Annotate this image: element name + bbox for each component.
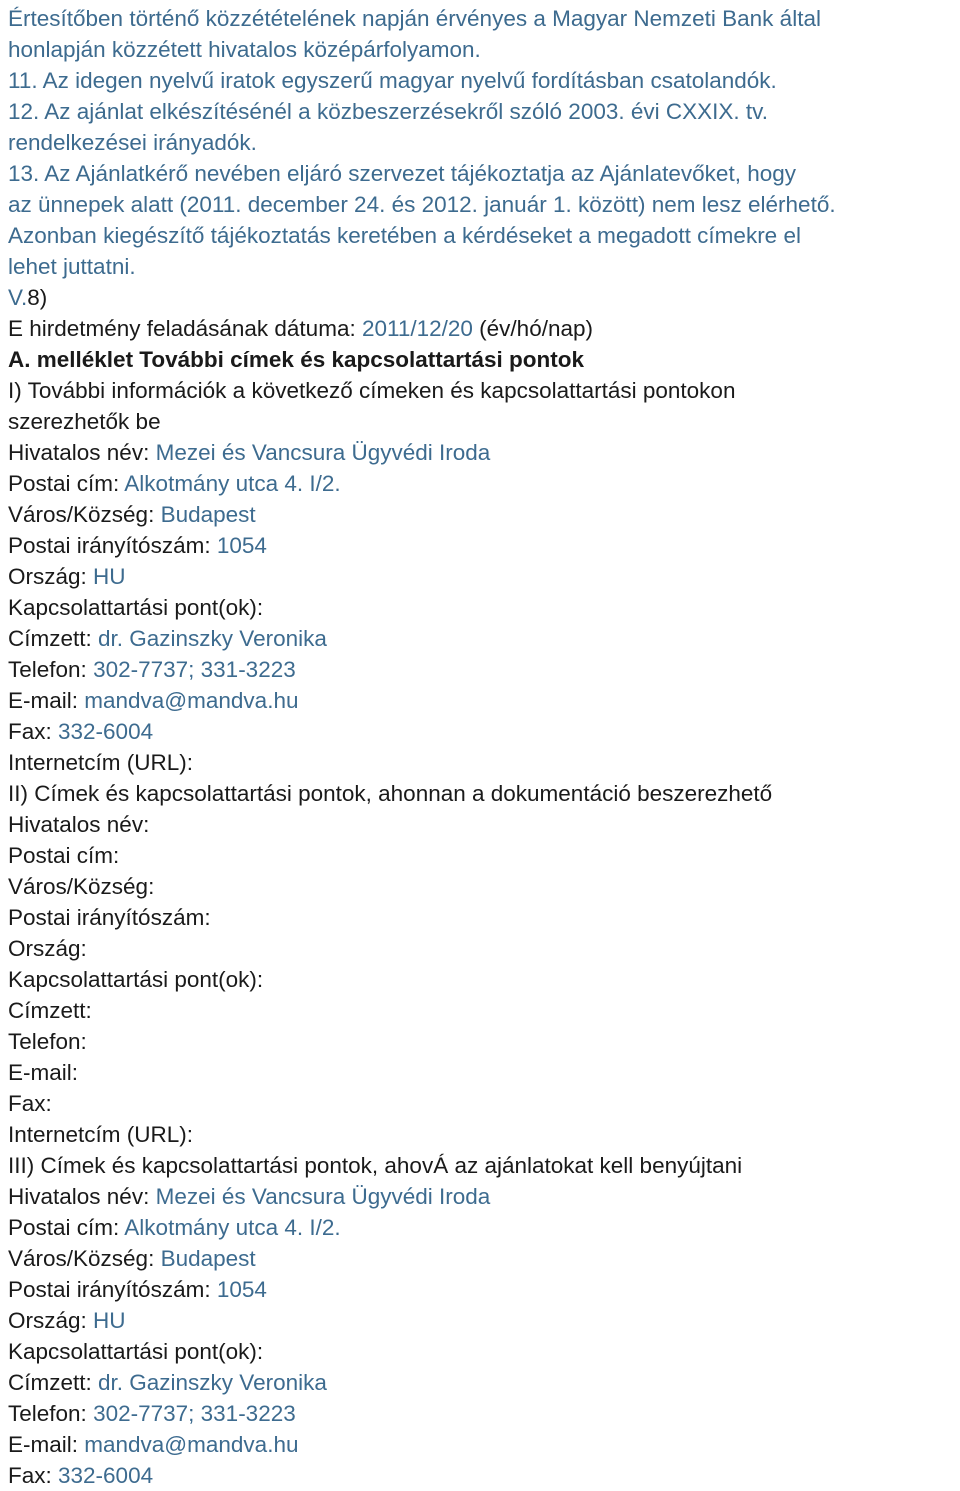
field-value: 332-6004	[58, 719, 154, 744]
section-v8-ref	[8, 282, 954, 313]
field-label: Hivatalos név:	[8, 1184, 156, 1209]
field-label: Város/Község:	[8, 874, 155, 899]
field-label: Hivatalos név:	[8, 440, 156, 465]
annex-title	[8, 344, 954, 375]
dispatch-date	[8, 313, 954, 344]
field-value: mandva@mandva.hu	[84, 688, 299, 713]
intro-line: 11. Az idegen nyelvű iratok egyszerű magyar nyelvű fordításban csatolandók.	[8, 68, 777, 93]
dispatch-date-format: (év/hó/nap)	[472, 316, 593, 341]
field-label: Internetcím (URL):	[8, 750, 194, 775]
field-row	[8, 530, 954, 561]
field-value: Budapest	[160, 502, 256, 527]
field-label: Ország:	[8, 936, 87, 961]
field-value: mandva@mandva.hu	[84, 1432, 299, 1457]
field-label: Postai cím:	[8, 843, 120, 868]
field-row	[8, 654, 954, 685]
section-iii	[8, 1150, 954, 1491]
field-row	[8, 1460, 954, 1491]
field-value: Alkotmány utca 4. I/2.	[124, 1215, 341, 1240]
field-label: Telefon:	[8, 1029, 87, 1054]
field-row	[8, 902, 954, 933]
field-value: 1054	[216, 1277, 267, 1302]
dispatch-date-value: 2011/12/20	[361, 316, 473, 341]
field-value: dr. Gazinszky Veronika	[98, 1370, 327, 1395]
field-label: Postai cím:	[8, 1215, 125, 1240]
field-row	[8, 716, 954, 747]
field-row	[8, 499, 954, 530]
field-label: Ország:	[8, 564, 94, 589]
field-value: Mezei és Vancsura Ügyvédi Iroda	[155, 1184, 491, 1209]
intro-line: lehet juttatni.	[8, 254, 136, 279]
field-value: Alkotmány utca 4. I/2.	[124, 471, 341, 496]
field-row	[8, 871, 954, 902]
field-row	[8, 685, 954, 716]
intro-line: 12. Az ajánlat elkészítésénél a közbeszerzésekről szóló 2003. évi CXXIX. tv.	[8, 99, 768, 124]
field-row	[8, 1057, 954, 1088]
field-row	[8, 964, 954, 995]
intro-line: 13. Az Ajánlatkérő nevében eljáró szervezet tájékoztatja az Ajánlatevőket, hogy	[8, 161, 796, 186]
section-ii	[8, 778, 954, 1150]
section-i-heading: I) További információk a következő címeken és kapcsolattartási pontokon	[8, 378, 736, 403]
field-label: Postai cím:	[8, 471, 125, 496]
field-row	[8, 840, 954, 871]
field-row	[8, 561, 954, 592]
field-value: HU	[93, 564, 126, 589]
field-label: Város/Község:	[8, 1246, 161, 1271]
section-iii-fields	[8, 1181, 954, 1491]
dispatch-date-label: E hirdetmény feladásának dátuma:	[8, 316, 362, 341]
section-i	[8, 375, 954, 778]
field-row	[8, 623, 954, 654]
document-page	[8, 3, 954, 1491]
intro-line: Értesítőben történő közzétételének napján érvényes a Magyar Nemzeti Bank által	[8, 6, 821, 31]
field-label: E-mail:	[8, 1432, 85, 1457]
intro-line: Azonban kiegészítő tájékoztatás keretében a kérdéseket a megadott címekre el	[8, 223, 801, 248]
section-ii-fields	[8, 809, 954, 1150]
field-row	[8, 1243, 954, 1274]
field-label: Címzett:	[8, 1370, 99, 1395]
field-row	[8, 1119, 954, 1150]
field-row	[8, 995, 954, 1026]
field-row	[8, 1181, 954, 1212]
field-label: Postai irányítószám:	[8, 905, 211, 930]
field-row	[8, 1088, 954, 1119]
section-iii-heading: III) Címek és kapcsolattartási pontok, ahovÁ az ajánlatokat kell benyújtani	[8, 1153, 743, 1178]
field-row	[8, 1429, 954, 1460]
field-value: 332-6004	[58, 1463, 154, 1488]
field-row	[8, 1212, 954, 1243]
annex-prefix: A.	[8, 347, 31, 372]
field-label: Fax:	[8, 719, 59, 744]
intro-line: az ünnepek alatt (2011. december 24. és 2012. január 1. között) nem lesz elérhető.	[8, 192, 836, 217]
field-value: Mezei és Vancsura Ügyvédi Iroda	[155, 440, 491, 465]
field-row	[8, 592, 954, 623]
field-value: dr. Gazinszky Veronika	[98, 626, 327, 651]
field-value: 1054	[216, 533, 267, 558]
field-label: Kapcsolattartási pont(ok):	[8, 967, 264, 992]
intro-line: rendelkezései irányadók.	[8, 130, 257, 155]
field-label: Kapcsolattartási pont(ok):	[8, 1339, 264, 1364]
field-row	[8, 747, 954, 778]
section-i-fields	[8, 437, 954, 778]
annex-heading: melléklet További címek és kapcsolattartási pontok	[30, 347, 585, 372]
field-value: 302-7737; 331-3223	[93, 657, 296, 682]
section-ii-heading: II) Címek és kapcsolattartási pontok, ahonnan a dokumentáció beszerezhető	[8, 781, 773, 806]
field-value: Budapest	[160, 1246, 256, 1271]
field-row	[8, 933, 954, 964]
field-label: Fax:	[8, 1091, 52, 1116]
section-i-heading-cont: szerezhetők be	[8, 409, 161, 434]
field-row	[8, 437, 954, 468]
field-row	[8, 809, 954, 840]
field-label: E-mail:	[8, 688, 85, 713]
field-label: Város/Község:	[8, 502, 161, 527]
field-label: Telefon:	[8, 1401, 94, 1426]
field-label: Címzett:	[8, 998, 92, 1023]
field-row	[8, 1305, 954, 1336]
field-label: Kapcsolattartási pont(ok):	[8, 595, 264, 620]
field-label: Hivatalos név:	[8, 812, 150, 837]
intro-paragraphs	[8, 3, 954, 282]
field-label: Ország:	[8, 1308, 94, 1333]
field-value: HU	[93, 1308, 126, 1333]
field-row	[8, 468, 954, 499]
field-value: 302-7737; 331-3223	[93, 1401, 296, 1426]
field-row	[8, 1274, 954, 1305]
intro-line: honlapján közzétett hivatalos középárfolyamon.	[8, 37, 481, 62]
field-label: Postai irányítószám:	[8, 1277, 217, 1302]
field-label: E-mail:	[8, 1060, 79, 1085]
field-label: Postai irányítószám:	[8, 533, 217, 558]
section-ref-suffix: 8)	[27, 285, 48, 310]
field-row	[8, 1398, 954, 1429]
field-row	[8, 1026, 954, 1057]
section-ref-prefix: V.	[8, 285, 28, 310]
field-label: Internetcím (URL):	[8, 1122, 194, 1147]
field-label: Fax:	[8, 1463, 59, 1488]
field-row	[8, 1336, 954, 1367]
field-label: Címzett:	[8, 626, 99, 651]
field-row	[8, 1367, 954, 1398]
field-label: Telefon:	[8, 657, 94, 682]
